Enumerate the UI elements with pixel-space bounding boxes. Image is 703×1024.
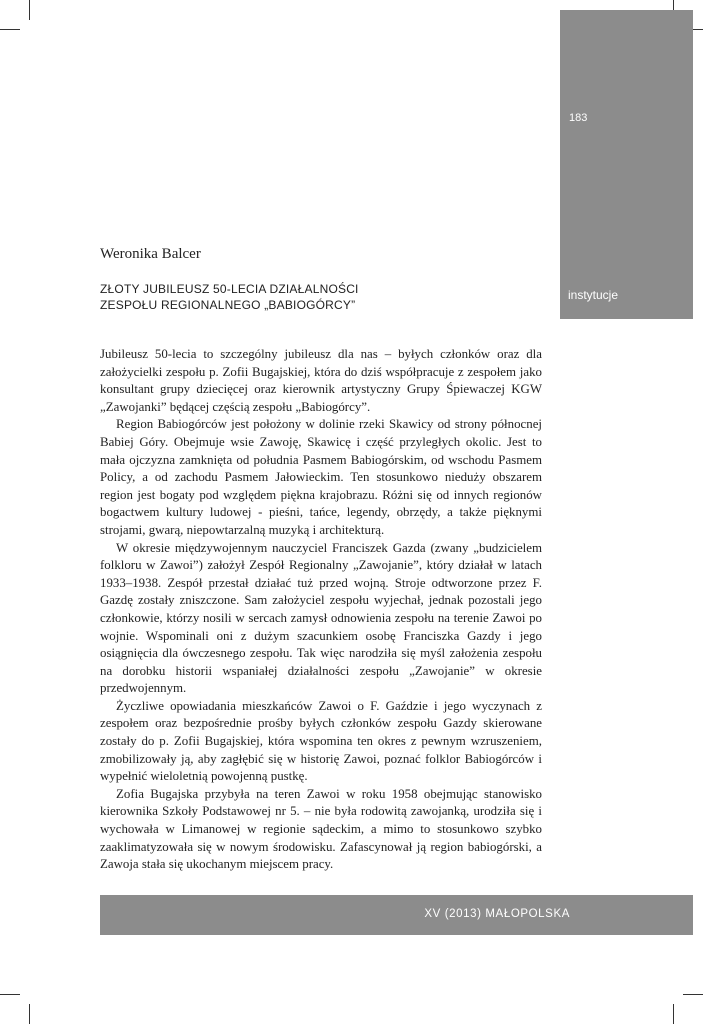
body-paragraph: Region Babiogórców jest położony w dolinie rzeki Skawicy od strony północnej Babiej Góry. Obejmuje wsie Zawoję, Skawicę i część przyległych okolic. Jest to mała ojczyzna zamknięta od południa Pasmem Babiogórskim, od wschodu Pasmem Policy, a od zachodu Pasmem Jałowieckim. Ten stosunkowo nieduży obszarem region jest bogaty pod względem piękna krajobrazu. Różni się od innych regionów bogactwem kultury ludowej - pieśni, tańce, legendy, obrzędy, a także pięknymi strojami, gwarą, niepowtarzalną muzyką i architekturą. [100, 417, 542, 537]
crop-mark-top-left-h [0, 29, 20, 30]
section-label: instytucje [568, 288, 619, 302]
crop-mark-top-left-v [29, 0, 30, 20]
crop-mark-bottom-left-h [0, 994, 20, 995]
body-paragraph: Życzliwe opowiadania mieszkańców Zawoi o F. Gaździe i jego wyczynach z zespołem oraz bezpośrednie prośby byłych członków zespołu Gazdy skierowane zostały do p. Zofii Bugajskiej, która wspomina ten okres z pewnym wzruszeniem, zmobilizowały ją, aby zagłębić się w historię Zawoi, poznać folklor Babiogórców i wypełnić wieloletnią powojenną pustkę. [100, 698, 542, 784]
article-title-line-2: ZESPOŁU REGIONALNEGO „BABIOGÓRCY” [100, 298, 356, 312]
crop-mark-bottom-right-h [683, 994, 703, 995]
article-title-line-1: ZŁOTY JUBILEUSZ 50-LECIA DZIAŁALNOŚCI [100, 282, 359, 296]
crop-mark-bottom-right-v [673, 1004, 674, 1024]
page-number: 183 [569, 112, 588, 124]
article-title [100, 281, 359, 313]
body-paragraph: Jubileusz 50-lecia to szczególny jubileusz dla nas – byłych członków oraz dla założycielki zespołu p. Zofii Bugajskiej, która do dziś współpracuje z zespołem jako konsultant grupy dziecięcej oraz kierownik artystyczny Grupy Śpiewaczej KGW „Zawojanki” będącej częścią zespołu „Babiogórcy”. [100, 347, 542, 414]
article-body [100, 346, 542, 874]
footer-bar [100, 895, 693, 935]
article-author: Weronika Balcer [100, 246, 201, 262]
body-paragraph: W okresie międzywojennym nauczyciel Franciszek Gazda (zwany „budzicielem folkloru w Zawoi”) założył Zespół Regionalny „Zawojanie”, który działał w latach 1933–1938. Zespół przestał działać tuż przed wojną. Stroje odtworzone przez F. Gazdę zostały zniszczone. Sam założyciel zespołu wyjechał, jednak pozostali jego członkowie, którzy nosili w sercach zamysł odnowienia zespołu na terenie Zawoi po wojnie. Wspominali oni z dużym szacunkiem osobę Franciszka Gazdy i jego osiągnięcia dla ówczesnego zespołu. Tak więc narodziła się myśl założenia zespołu na dorobku historii wspaniałej działalności zespołu „Zawojanie” w okresie przedwojennym. [100, 540, 542, 696]
footer-publication: XV (2013) MAŁOPOLSKA [424, 908, 570, 920]
section-sidebar [560, 10, 693, 319]
crop-mark-bottom-left-v [29, 1004, 30, 1024]
body-paragraph: Zofia Bugajska przybyła na teren Zawoi w roku 1958 obejmując stanowisko kierownika Szkoły Podstawowej nr 5. – nie była rodowitą zawojanką, urodziła się i wychowała w Limanowej w regionie sądeckim, a mimo to stosunkowo szybko zaaklimatyzowała się w nowym środowisku. Zafascynował ją region babiogórski, a Zawoja stała się ukochanym miejscem pracy. [100, 786, 542, 872]
